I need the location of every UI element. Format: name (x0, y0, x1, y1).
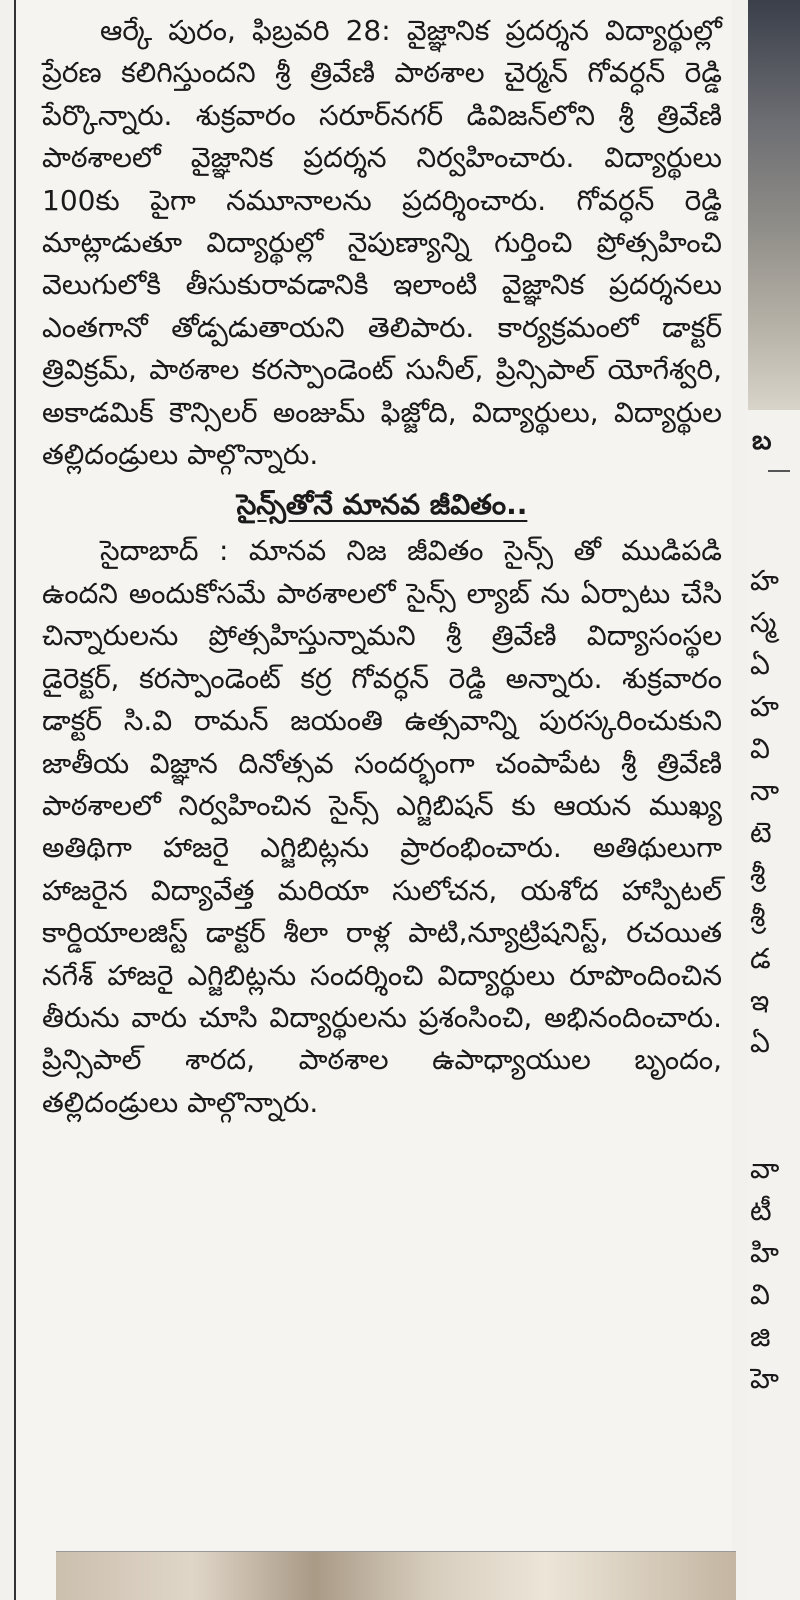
side-photo (748, 0, 800, 410)
adjacent-column (748, 0, 800, 1600)
side-line: హ (750, 564, 779, 597)
side-line: స్మ (750, 606, 777, 639)
side-line: హ (750, 690, 779, 723)
side-line: ఇ (750, 984, 770, 1017)
side-line: డ (750, 942, 771, 975)
side-line: టె (750, 816, 772, 849)
side-text-fragments (750, 560, 800, 1400)
article-body (42, 10, 722, 1124)
side-line: వి (750, 1278, 770, 1311)
side-line: జి (750, 1320, 771, 1353)
side-line: హె (750, 1362, 779, 1395)
side-gap (750, 1064, 800, 1148)
side-line: టీ (750, 1194, 772, 1227)
main-column (14, 0, 732, 1600)
article-subheading: సైన్స్‌తోనే మానవ జీవితం.. (236, 488, 528, 522)
side-photo-caption: బ (752, 426, 772, 456)
side-line: శ్రీ (750, 858, 766, 891)
side-divider (768, 470, 790, 472)
side-line: ఏ (750, 648, 770, 681)
side-line: హి (750, 1236, 779, 1269)
article-paragraph-2: సైదాబాద్ : మానవ నిజ జీవితం సైన్స్ తో ముడిపడి ఉందని అందుకోసమే పాఠశాలలో సైన్స్ ల్యాబ్ ను ఏర్పాటు చేసి చిన్నారులను ప్రోత్సహిస్తున్నామని శ్రీ త్రివేణి విద్యాసంస్థల డైరెక్టర్, కరస్పాండెంట్ కర్ర గోవర్ధన్ రెడ్డి అన్నారు. శుక్రవారం డాక్టర్ సి.వి రామన్ జయంతి ఉత్సవాన్ని పురస్కరించుకుని జాతీయ విజ్ఞాన దినోత్సవ సందర్భంగా చంపాపేట శ్రీ త్రివేణి పాఠశాలలో నిర్వహించిన సైన్స్ ఎగ్జిబిషన్ కు ఆయన ముఖ్య అతిథిగా హాజరై ఎగ్జిబిట్లను ప్రారంభించారు. అతిథులుగా హాజరైన విద్యావేత్త మరియా సులోచన, యశోద హాస్పిటల్ కార్డియాలజిస్ట్ డాక్టర్ శీలా రాళ్ల పాటి,న్యూట్రిషనిస్ట్, రచయిత నగేశ్ హాజరై ఎగ్జిబిట్లను సందర్శించి విద్యార్థులు రూపొందించిన తీరును వారు చూసి విద్యార్థులను ప్రశంసించి, అభినందించారు. ప్రిన్సిపాల్ శారద, పాఠశాల ఉపాధ్యాయుల బృందం, తల్లిదండ్రులు పాల్గొన్నారు. (42, 534, 722, 1119)
side-line: నా (750, 774, 780, 807)
article-paragraph-1: ఆర్కే పురం, ఫిబ్రవరి 28: వైజ్ఞానిక ప్రదర్శన విద్యార్థుల్లో ప్రేరణ కలిగిస్తుందని శ్రీ త్రివేణి పాఠశాల చైర్మన్ గోవర్ధన్ రెడ్డి పేర్కొన్నారు. శుక్రవారం సరూర్‌నగర్ డివిజన్‌లోని శ్రీ త్రివేణి పాఠశాలలో వైజ్ఞానిక ప్రదర్శన నిర్వహించారు. విద్యార్థులు 100కు పైగా నమూనాలను ప్రదర్శించారు. గోవర్ధన్ రెడ్డి మాట్లాడుతూ విద్యార్థుల్లో నైపుణ్యాన్ని గుర్తించి ప్రోత్సహించి వెలుగులోకి తీసుకురావడానికి ఇలాంటి వైజ్ఞానిక ప్రదర్శనలు ఎంతగానో తోడ్పడుతాయని తెలిపారు. కార్యక్రమంలో డాక్టర్ త్రివిక్రమ్, పాఠశాల కరస్పాండెంట్ సునీల్, ప్రిన్సిపాల్ యోగేశ్వరి, అకాడమిక్ కౌన్సిలర్ అంజుమ్ ఫిజ్జోది, విద్యార్థులు, విద్యార్థుల తల్లిదండ్రులు పాల్గొన్నారు. (42, 14, 722, 472)
side-line: వి (750, 732, 770, 765)
side-line: వా (750, 1152, 780, 1185)
side-line: శ్రీ (750, 900, 766, 933)
bottom-photo (56, 1551, 736, 1600)
side-line: ఏ (750, 1026, 770, 1059)
